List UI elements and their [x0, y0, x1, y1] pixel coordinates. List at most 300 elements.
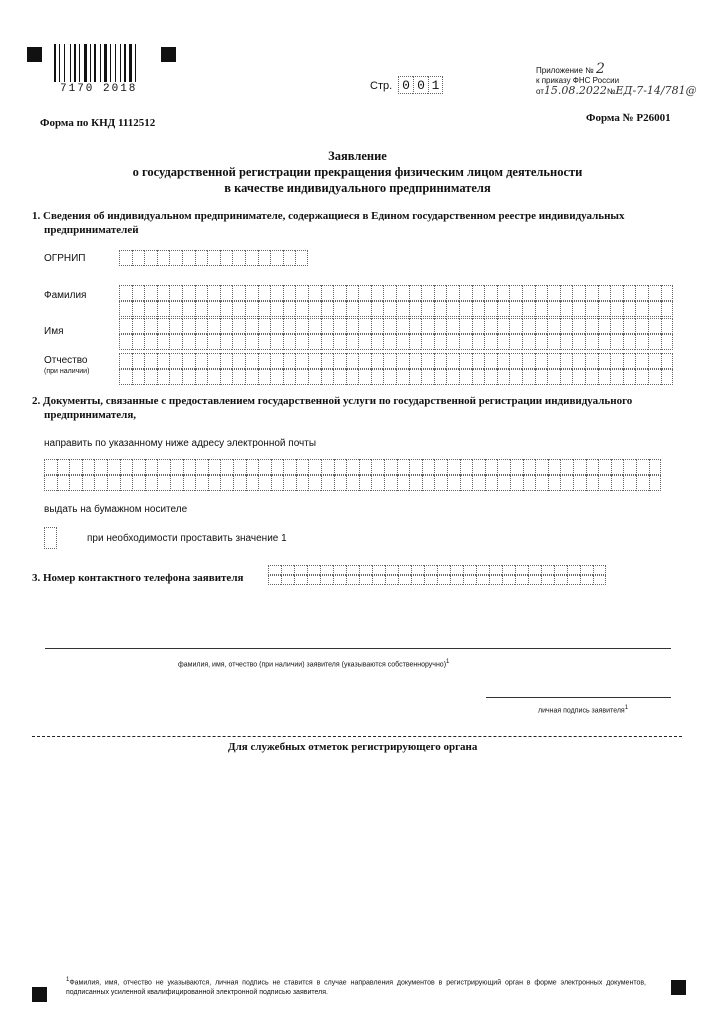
surname-field[interactable] — [119, 285, 673, 301]
char-cell[interactable] — [308, 459, 321, 475]
char-cell[interactable] — [371, 369, 384, 385]
char-cell[interactable] — [572, 285, 585, 301]
char-cell[interactable] — [372, 575, 385, 585]
char-cell[interactable] — [434, 353, 447, 369]
char-cell[interactable] — [446, 369, 459, 385]
char-cell[interactable] — [321, 334, 334, 350]
char-cell[interactable] — [346, 459, 359, 475]
char-cell[interactable] — [485, 475, 498, 491]
char-cell[interactable] — [509, 334, 522, 350]
char-cell[interactable] — [554, 565, 567, 575]
char-cell[interactable] — [195, 250, 208, 266]
char-cell[interactable] — [522, 301, 535, 317]
char-cell[interactable] — [283, 369, 296, 385]
char-cell[interactable] — [560, 459, 573, 475]
char-cell[interactable] — [384, 459, 397, 475]
char-cell[interactable] — [586, 475, 599, 491]
char-cell[interactable] — [120, 475, 133, 491]
char-cell[interactable] — [598, 318, 611, 334]
char-cell[interactable] — [560, 334, 573, 350]
char-cell[interactable] — [271, 475, 284, 491]
char-cell[interactable] — [157, 475, 170, 491]
char-cell[interactable] — [509, 301, 522, 317]
char-cell[interactable] — [182, 285, 195, 301]
char-cell[interactable] — [144, 369, 157, 385]
char-cell[interactable] — [648, 318, 661, 334]
char-cell[interactable] — [522, 369, 535, 385]
char-cell[interactable] — [283, 301, 296, 317]
char-cell[interactable] — [528, 575, 541, 585]
char-cell[interactable] — [396, 318, 409, 334]
char-cell[interactable] — [421, 301, 434, 317]
char-cell[interactable] — [320, 565, 333, 575]
char-cell[interactable] — [57, 475, 70, 491]
char-cell[interactable] — [396, 301, 409, 317]
char-cell[interactable] — [434, 459, 447, 475]
char-cell[interactable] — [523, 459, 536, 475]
char-cell[interactable] — [411, 565, 424, 575]
char-cell[interactable] — [308, 301, 321, 317]
char-cell[interactable] — [220, 301, 233, 317]
char-cell[interactable] — [661, 334, 674, 350]
char-cell[interactable] — [270, 353, 283, 369]
char-cell[interactable] — [484, 334, 497, 350]
page-digit[interactable]: 0 — [398, 76, 413, 94]
char-cell[interactable] — [635, 301, 648, 317]
char-cell[interactable] — [232, 285, 245, 301]
char-cell[interactable] — [270, 250, 283, 266]
char-cell[interactable] — [195, 301, 208, 317]
char-cell[interactable] — [371, 301, 384, 317]
char-cell[interactable] — [497, 285, 510, 301]
char-cell[interactable] — [358, 285, 371, 301]
char-cell[interactable] — [446, 353, 459, 369]
char-cell[interactable] — [245, 301, 258, 317]
char-cell[interactable] — [258, 459, 271, 475]
char-cell[interactable] — [157, 334, 170, 350]
char-cell[interactable] — [145, 475, 158, 491]
char-cell[interactable] — [459, 369, 472, 385]
char-cell[interactable] — [308, 475, 321, 491]
char-cell[interactable] — [245, 353, 258, 369]
signature-line[interactable] — [486, 697, 671, 698]
char-cell[interactable] — [610, 369, 623, 385]
char-cell[interactable] — [295, 353, 308, 369]
char-cell[interactable] — [585, 285, 598, 301]
char-cell[interactable] — [421, 353, 434, 369]
char-cell[interactable] — [119, 285, 132, 301]
char-cell[interactable] — [232, 250, 245, 266]
char-cell[interactable] — [208, 475, 221, 491]
char-cell[interactable] — [358, 301, 371, 317]
char-cell[interactable] — [396, 334, 409, 350]
char-cell[interactable] — [635, 285, 648, 301]
char-cell[interactable] — [132, 250, 145, 266]
char-cell[interactable] — [560, 301, 573, 317]
char-cell[interactable] — [119, 369, 132, 385]
char-cell[interactable] — [411, 575, 424, 585]
char-cell[interactable] — [145, 459, 158, 475]
char-cell[interactable] — [611, 459, 624, 475]
name-field[interactable] — [119, 318, 673, 334]
char-cell[interactable] — [346, 301, 359, 317]
char-cell[interactable] — [94, 459, 107, 475]
char-cell[interactable] — [598, 334, 611, 350]
char-cell[interactable] — [424, 565, 437, 575]
char-cell[interactable] — [295, 250, 308, 266]
char-cell[interactable] — [220, 353, 233, 369]
char-cell[interactable] — [409, 285, 422, 301]
char-cell[interactable] — [598, 475, 611, 491]
char-cell[interactable] — [383, 353, 396, 369]
char-cell[interactable] — [459, 353, 472, 369]
char-cell[interactable] — [497, 459, 510, 475]
char-cell[interactable] — [434, 369, 447, 385]
char-cell[interactable] — [296, 459, 309, 475]
char-cell[interactable] — [547, 301, 560, 317]
char-cell[interactable] — [611, 475, 624, 491]
char-cell[interactable] — [447, 459, 460, 475]
char-cell[interactable] — [57, 459, 70, 475]
char-cell[interactable] — [560, 285, 573, 301]
char-cell[interactable] — [547, 353, 560, 369]
char-cell[interactable] — [485, 459, 498, 475]
char-cell[interactable] — [169, 250, 182, 266]
char-cell[interactable] — [321, 459, 334, 475]
char-cell[interactable] — [371, 334, 384, 350]
char-cell[interactable] — [437, 565, 450, 575]
char-cell[interactable] — [522, 285, 535, 301]
char-cell[interactable] — [472, 475, 485, 491]
char-cell[interactable] — [535, 285, 548, 301]
char-cell[interactable] — [195, 318, 208, 334]
char-cell[interactable] — [648, 334, 661, 350]
char-cell[interactable] — [245, 250, 258, 266]
char-cell[interactable] — [509, 353, 522, 369]
email-field[interactable] — [44, 459, 661, 475]
char-cell[interactable] — [169, 353, 182, 369]
char-cell[interactable] — [497, 475, 510, 491]
char-cell[interactable] — [484, 369, 497, 385]
char-cell[interactable] — [308, 334, 321, 350]
char-cell[interactable] — [132, 285, 145, 301]
char-cell[interactable] — [358, 369, 371, 385]
char-cell[interactable] — [547, 334, 560, 350]
char-cell[interactable] — [472, 285, 485, 301]
char-cell[interactable] — [396, 369, 409, 385]
char-cell[interactable] — [497, 334, 510, 350]
char-cell[interactable] — [472, 301, 485, 317]
char-cell[interactable] — [593, 575, 606, 585]
char-cell[interactable] — [321, 318, 334, 334]
char-cell[interactable] — [472, 334, 485, 350]
char-cell[interactable] — [649, 459, 662, 475]
char-cell[interactable] — [359, 565, 372, 575]
char-cell[interactable] — [476, 565, 489, 575]
char-cell[interactable] — [144, 353, 157, 369]
char-cell[interactable] — [359, 459, 372, 475]
char-cell[interactable] — [661, 301, 674, 317]
char-cell[interactable] — [450, 575, 463, 585]
char-cell[interactable] — [258, 353, 271, 369]
char-cell[interactable] — [661, 369, 674, 385]
char-cell[interactable] — [572, 301, 585, 317]
char-cell[interactable] — [268, 575, 281, 585]
char-cell[interactable] — [169, 334, 182, 350]
char-cell[interactable] — [321, 301, 334, 317]
char-cell[interactable] — [333, 318, 346, 334]
char-cell[interactable] — [132, 369, 145, 385]
char-cell[interactable] — [463, 565, 476, 575]
char-cell[interactable] — [132, 334, 145, 350]
char-cell[interactable] — [258, 301, 271, 317]
char-cell[interactable] — [635, 318, 648, 334]
char-cell[interactable] — [307, 575, 320, 585]
char-cell[interactable] — [119, 250, 132, 266]
char-cell[interactable] — [459, 301, 472, 317]
char-cell[interactable] — [535, 301, 548, 317]
char-cell[interactable] — [144, 285, 157, 301]
char-cell[interactable] — [371, 353, 384, 369]
char-cell[interactable] — [567, 565, 580, 575]
char-cell[interactable] — [572, 318, 585, 334]
char-cell[interactable] — [195, 475, 208, 491]
char-cell[interactable] — [409, 353, 422, 369]
char-cell[interactable] — [270, 318, 283, 334]
char-cell[interactable] — [359, 475, 372, 491]
char-cell[interactable] — [598, 353, 611, 369]
char-cell[interactable] — [220, 250, 233, 266]
char-cell[interactable] — [585, 301, 598, 317]
char-cell[interactable] — [119, 353, 132, 369]
char-cell[interactable] — [258, 250, 271, 266]
char-cell[interactable] — [383, 301, 396, 317]
char-cell[interactable] — [170, 475, 183, 491]
char-cell[interactable] — [371, 475, 384, 491]
char-cell[interactable] — [207, 369, 220, 385]
char-cell[interactable] — [383, 334, 396, 350]
char-cell[interactable] — [321, 285, 334, 301]
char-cell[interactable] — [502, 565, 515, 575]
char-cell[interactable] — [119, 301, 132, 317]
char-cell[interactable] — [208, 459, 221, 475]
char-cell[interactable] — [333, 301, 346, 317]
char-cell[interactable] — [220, 475, 233, 491]
char-cell[interactable] — [195, 369, 208, 385]
char-cell[interactable] — [157, 353, 170, 369]
char-cell[interactable] — [132, 459, 145, 475]
char-cell[interactable] — [346, 369, 359, 385]
char-cell[interactable] — [157, 285, 170, 301]
char-cell[interactable] — [270, 301, 283, 317]
char-cell[interactable] — [358, 353, 371, 369]
char-cell[interactable] — [385, 565, 398, 575]
char-cell[interactable] — [585, 369, 598, 385]
char-cell[interactable] — [220, 369, 233, 385]
char-cell[interactable] — [472, 318, 485, 334]
char-cell[interactable] — [397, 475, 410, 491]
char-cell[interactable] — [157, 318, 170, 334]
char-cell[interactable] — [661, 318, 674, 334]
char-cell[interactable] — [308, 369, 321, 385]
char-cell[interactable] — [623, 369, 636, 385]
char-cell[interactable] — [296, 475, 309, 491]
char-cell[interactable] — [371, 459, 384, 475]
char-cell[interactable] — [232, 318, 245, 334]
char-cell[interactable] — [510, 475, 523, 491]
char-cell[interactable] — [283, 285, 296, 301]
char-cell[interactable] — [195, 353, 208, 369]
char-cell[interactable] — [472, 459, 485, 475]
char-cell[interactable] — [346, 575, 359, 585]
paper-checkbox-cell[interactable] — [44, 527, 57, 549]
char-cell[interactable] — [446, 334, 459, 350]
char-cell[interactable] — [321, 353, 334, 369]
char-cell[interactable] — [232, 334, 245, 350]
char-cell[interactable] — [648, 353, 661, 369]
char-cell[interactable] — [346, 285, 359, 301]
char-cell[interactable] — [580, 565, 593, 575]
char-cell[interactable] — [207, 301, 220, 317]
char-cell[interactable] — [509, 318, 522, 334]
char-cell[interactable] — [371, 285, 384, 301]
char-cell[interactable] — [497, 301, 510, 317]
char-cell[interactable] — [459, 285, 472, 301]
char-cell[interactable] — [515, 565, 528, 575]
char-cell[interactable] — [623, 459, 636, 475]
char-cell[interactable] — [220, 285, 233, 301]
char-cell[interactable] — [422, 475, 435, 491]
char-cell[interactable] — [69, 475, 82, 491]
char-cell[interactable] — [484, 285, 497, 301]
char-cell[interactable] — [489, 565, 502, 575]
char-cell[interactable] — [636, 475, 649, 491]
char-cell[interactable] — [107, 475, 120, 491]
char-cell[interactable] — [585, 318, 598, 334]
char-cell[interactable] — [220, 318, 233, 334]
char-cell[interactable] — [195, 459, 208, 475]
char-cell[interactable] — [648, 301, 661, 317]
char-cell[interactable] — [450, 565, 463, 575]
char-cell[interactable] — [283, 334, 296, 350]
char-cell[interactable] — [541, 575, 554, 585]
applicant-name-line[interactable] — [45, 648, 671, 649]
char-cell[interactable] — [548, 459, 561, 475]
char-cell[interactable] — [598, 301, 611, 317]
char-cell[interactable] — [434, 475, 447, 491]
char-cell[interactable] — [307, 565, 320, 575]
char-cell[interactable] — [321, 475, 334, 491]
char-cell[interactable] — [320, 575, 333, 585]
char-cell[interactable] — [195, 285, 208, 301]
char-cell[interactable] — [572, 353, 585, 369]
char-cell[interactable] — [82, 475, 95, 491]
char-cell[interactable] — [502, 575, 515, 585]
char-cell[interactable] — [268, 565, 281, 575]
char-cell[interactable] — [283, 353, 296, 369]
char-cell[interactable] — [385, 575, 398, 585]
char-cell[interactable] — [572, 334, 585, 350]
char-cell[interactable] — [295, 334, 308, 350]
char-cell[interactable] — [182, 369, 195, 385]
char-cell[interactable] — [446, 301, 459, 317]
char-cell[interactable] — [220, 459, 233, 475]
char-cell[interactable] — [283, 475, 296, 491]
surname-field-row2[interactable] — [119, 301, 673, 317]
char-cell[interactable] — [144, 334, 157, 350]
char-cell[interactable] — [333, 565, 346, 575]
char-cell[interactable] — [157, 459, 170, 475]
email-field-row2[interactable] — [44, 475, 661, 491]
char-cell[interactable] — [245, 318, 258, 334]
char-cell[interactable] — [554, 575, 567, 585]
char-cell[interactable] — [396, 285, 409, 301]
char-cell[interactable] — [169, 369, 182, 385]
phone-field[interactable] — [268, 565, 606, 575]
char-cell[interactable] — [182, 334, 195, 350]
char-cell[interactable] — [610, 285, 623, 301]
char-cell[interactable] — [258, 475, 271, 491]
char-cell[interactable] — [294, 575, 307, 585]
char-cell[interactable] — [182, 353, 195, 369]
char-cell[interactable] — [132, 301, 145, 317]
char-cell[interactable] — [610, 353, 623, 369]
char-cell[interactable] — [334, 459, 347, 475]
char-cell[interactable] — [463, 575, 476, 585]
char-cell[interactable] — [396, 353, 409, 369]
char-cell[interactable] — [283, 250, 296, 266]
char-cell[interactable] — [476, 575, 489, 585]
char-cell[interactable] — [271, 459, 284, 475]
char-cell[interactable] — [535, 334, 548, 350]
char-cell[interactable] — [233, 459, 246, 475]
char-cell[interactable] — [648, 369, 661, 385]
char-cell[interactable] — [132, 353, 145, 369]
char-cell[interactable] — [195, 334, 208, 350]
char-cell[interactable] — [593, 565, 606, 575]
char-cell[interactable] — [333, 369, 346, 385]
char-cell[interactable] — [409, 301, 422, 317]
char-cell[interactable] — [295, 301, 308, 317]
char-cell[interactable] — [144, 301, 157, 317]
char-cell[interactable] — [384, 475, 397, 491]
char-cell[interactable] — [107, 459, 120, 475]
char-cell[interactable] — [132, 475, 145, 491]
char-cell[interactable] — [270, 369, 283, 385]
char-cell[interactable] — [446, 285, 459, 301]
char-cell[interactable] — [233, 475, 246, 491]
char-cell[interactable] — [157, 301, 170, 317]
char-cell[interactable] — [232, 353, 245, 369]
patronymic-field[interactable] — [119, 353, 673, 369]
char-cell[interactable] — [207, 334, 220, 350]
char-cell[interactable] — [573, 459, 586, 475]
char-cell[interactable] — [572, 369, 585, 385]
char-cell[interactable] — [421, 369, 434, 385]
char-cell[interactable] — [270, 285, 283, 301]
char-cell[interactable] — [308, 318, 321, 334]
char-cell[interactable] — [207, 285, 220, 301]
char-cell[interactable] — [535, 475, 548, 491]
char-cell[interactable] — [509, 369, 522, 385]
char-cell[interactable] — [560, 475, 573, 491]
char-cell[interactable] — [144, 318, 157, 334]
char-cell[interactable] — [598, 369, 611, 385]
char-cell[interactable] — [446, 318, 459, 334]
char-cell[interactable] — [409, 459, 422, 475]
char-cell[interactable] — [398, 575, 411, 585]
char-cell[interactable] — [346, 318, 359, 334]
